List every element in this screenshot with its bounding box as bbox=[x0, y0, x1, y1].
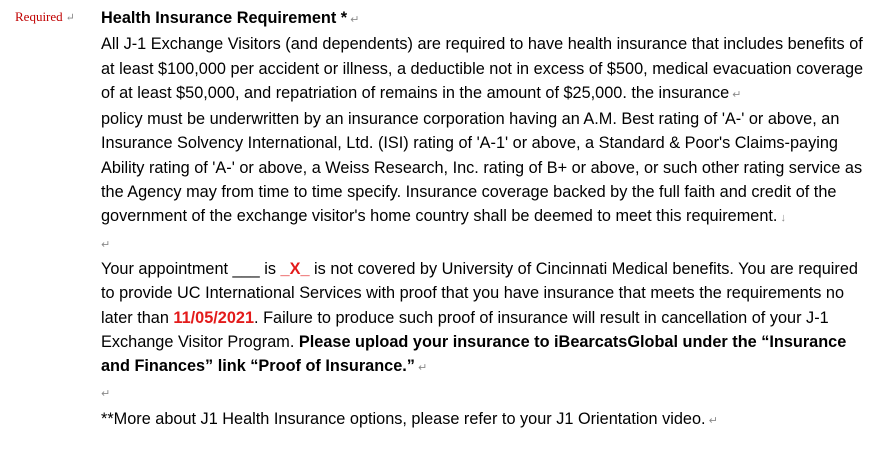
paragraph-mark-icon: ↵ bbox=[101, 238, 111, 251]
line-break-mark-icon: ↓ bbox=[780, 212, 786, 225]
paragraph-mark-icon: ↵ bbox=[101, 388, 111, 401]
paragraph-mark-icon: ↵ bbox=[350, 14, 360, 26]
document-body bbox=[101, 6, 876, 433]
footer-note: **More about J1 Health Insurance options, please refer to your J1 Orientation video. ↵ bbox=[101, 409, 718, 428]
paragraph-mark-icon: ↵ bbox=[732, 88, 742, 101]
empty-paragraph bbox=[101, 380, 876, 406]
paragraph-mark-icon: ↵ bbox=[708, 414, 718, 427]
upload-instruction: Please upload your insurance to iBearcatsGlobal under the “Insurance and Finances” link “Proof of Insurance.” bbox=[101, 332, 847, 376]
section-title bbox=[101, 6, 876, 32]
marked-x: _X_ bbox=[280, 259, 310, 278]
empty-paragraph bbox=[101, 231, 876, 257]
paragraph-mark-icon: ↵ bbox=[65, 12, 75, 24]
paragraph-mark-icon: ↵ bbox=[417, 362, 428, 375]
requirement-paragraph-part1: All J-1 Exchange Visitors (and dependents) are required to have health insurance that includes benefits of at least $100,000 per accident or illness, a deductible not in excess of $500, medical evacuation coverage of at least $50,000, and repatriation of remains in the amount of $25,000. the insurance ↵ bbox=[101, 35, 864, 102]
requirement-paragraph-part2: policy must be underwritten by an insurance corporation having an A.M. Best rating of 'A-' or above, an Insurance Solvency International, Ltd. (ISI) rating of 'A-1' or above, a Standard & Poor's Claims-paying Ability rating of 'A-' or above, a Weiss Research, Inc. rating of B+ or above, or such other rating service as the Agency may from time to time specify. Insurance coverage backed by the full faith and credit of the government of the exchange visitor's home country shall be deemed to meet this requirement. ↓ bbox=[101, 110, 863, 226]
appointment-paragraph: Your appointment ___ is _X_ is not covered by University of Cincinnati Medical benefits. You are required to provide UC International Services with proof that you have insurance that meets the requirements no later than 11/05/2021. Failure to produce such proof of insurance will result in cancellation of your J-1 Exchange Visitor Program. Please upload your insurance to iBearcatsGlobal under the “Insurance and Finances” link “Proof of Insurance.” ↵ bbox=[101, 259, 858, 376]
title-text: Health Insurance Requirement * bbox=[101, 9, 348, 27]
required-label: Required ↵ bbox=[15, 9, 75, 24]
deadline-date: 11/05/2021 bbox=[173, 308, 255, 327]
